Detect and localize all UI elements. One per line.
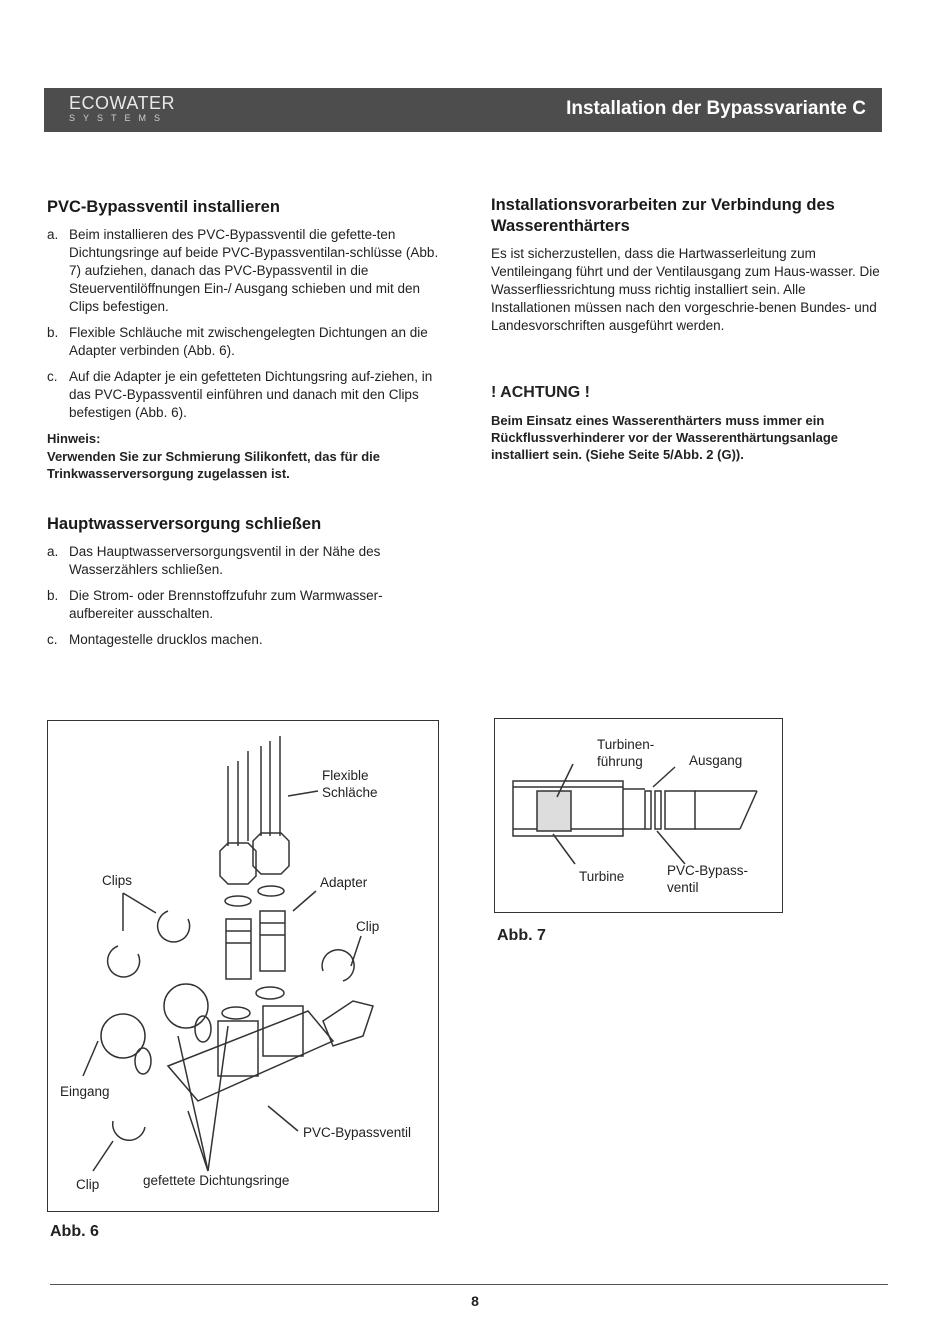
section-title-bypass: PVC-Bypassventil installieren <box>47 198 280 216</box>
list-item <box>47 324 442 360</box>
label-turbine: Turbine <box>579 869 625 884</box>
item-text: Flexible Schläuche mit zwischengelegten Dichtungen an die Adapter verbinden (Abb. 6). <box>69 325 428 358</box>
label-adapter: Adapter <box>320 875 368 890</box>
label-pvc-valve: PVC-Bypassventil <box>303 1125 412 1140</box>
label-pvc-bypass: PVC-Bypass- ventil <box>667 863 749 895</box>
item-text: Beim installieren des PVC-Bypassventil die gefette-ten Dichtungsringe auf beide PVC-Bypassventilan-schlüsse (Abb. 7) aufziehen, danach das PVC-Bypassventil in die Steuerventilöffnungen Ein-/ Ausgang schieben und mit den Clips befestigen. <box>69 227 439 314</box>
item-text: Montagestelle drucklos machen. <box>69 632 263 647</box>
section-text: Es ist sicherzustellen, dass die Hartwasserleitung zum Ventileingang führt und der Ventilausgang zum Haus-wasser. Die Wasserfliessrichtung muss richtig installiert sein. Alle Installationen müssen nach den vorgeschrie-benen Bundes- und Landesvorschriften ausgeführt werden. <box>491 246 880 333</box>
label-clip-bottom: Clip <box>76 1177 100 1192</box>
item-label: a. <box>47 227 59 242</box>
item-label: a. <box>47 544 59 559</box>
left-column-section2 <box>47 514 442 657</box>
label-clip-right: Clip <box>356 919 380 934</box>
ecowater-logo <box>69 94 175 124</box>
item-label: c. <box>47 369 58 384</box>
note-text: Verwenden Sie zur Schmierung Silikonfett, das für die Trinkwasserversorgung zugelassen ist. <box>47 449 381 481</box>
figure-6-caption: Abb. 6 <box>50 1223 99 1240</box>
warning-box <box>491 384 841 463</box>
list-item <box>47 543 442 579</box>
note-title: Hinweis: <box>47 431 101 446</box>
page-title: Installation der Bypassvariante C <box>566 98 866 119</box>
section-title-water: Hauptwasserversorgung schließen <box>47 515 322 533</box>
warning-text: Beim Einsatz eines Wasserenthärters muss immer ein Rückflussverhinderer vor der Wasserenthärtungsanlage installiert sein. (Siehe Seite 5/Abb. 2 (G)). <box>491 413 839 462</box>
figure-6 <box>47 720 439 1212</box>
label-eingang: Eingang <box>60 1084 110 1099</box>
list-item <box>47 587 442 623</box>
warning-title: ! ACHTUNG ! <box>491 384 590 401</box>
page-header <box>44 88 882 132</box>
list-item <box>47 226 442 316</box>
item-text: Auf die Adapter je ein gefetteten Dichtungsring auf-ziehen, in das PVC-Bypassventil einführen und danach mit den Clips befestigen (Abb. 6). <box>69 369 433 420</box>
page-number: 8 <box>471 1293 479 1309</box>
item-label: b. <box>47 588 59 603</box>
footer-divider <box>50 1284 888 1285</box>
label-flexible: Flexible Schläche <box>322 768 378 800</box>
label-clips: Clips <box>102 873 133 888</box>
item-label: b. <box>47 325 59 340</box>
figure-7 <box>494 718 783 913</box>
item-label: c. <box>47 632 58 647</box>
logo-name: ECOWATER <box>69 93 175 113</box>
item-text: Die Strom- oder Brennstoffzufuhr zum Warmwasser-aufbereiter ausschalten. <box>69 588 383 621</box>
label-gaskets: gefettete Dichtungsringe <box>143 1173 290 1188</box>
left-column <box>47 197 442 482</box>
logo-subtitle: SYSTEMS <box>69 113 169 123</box>
label-ausgang: Ausgang <box>689 753 743 768</box>
list-item <box>47 631 442 649</box>
right-column <box>491 195 886 335</box>
list-item <box>47 368 442 422</box>
figure-7-caption: Abb. 7 <box>497 927 546 944</box>
item-text: Das Hauptwasserversorgungsventil in der Nähe des Wasserzählers schließen. <box>69 544 381 577</box>
section-title-prep: Installationsvorarbeiten zur Verbindung des Wasserenthärters <box>491 196 835 235</box>
label-turbinen: Turbinen- führung <box>597 737 655 769</box>
